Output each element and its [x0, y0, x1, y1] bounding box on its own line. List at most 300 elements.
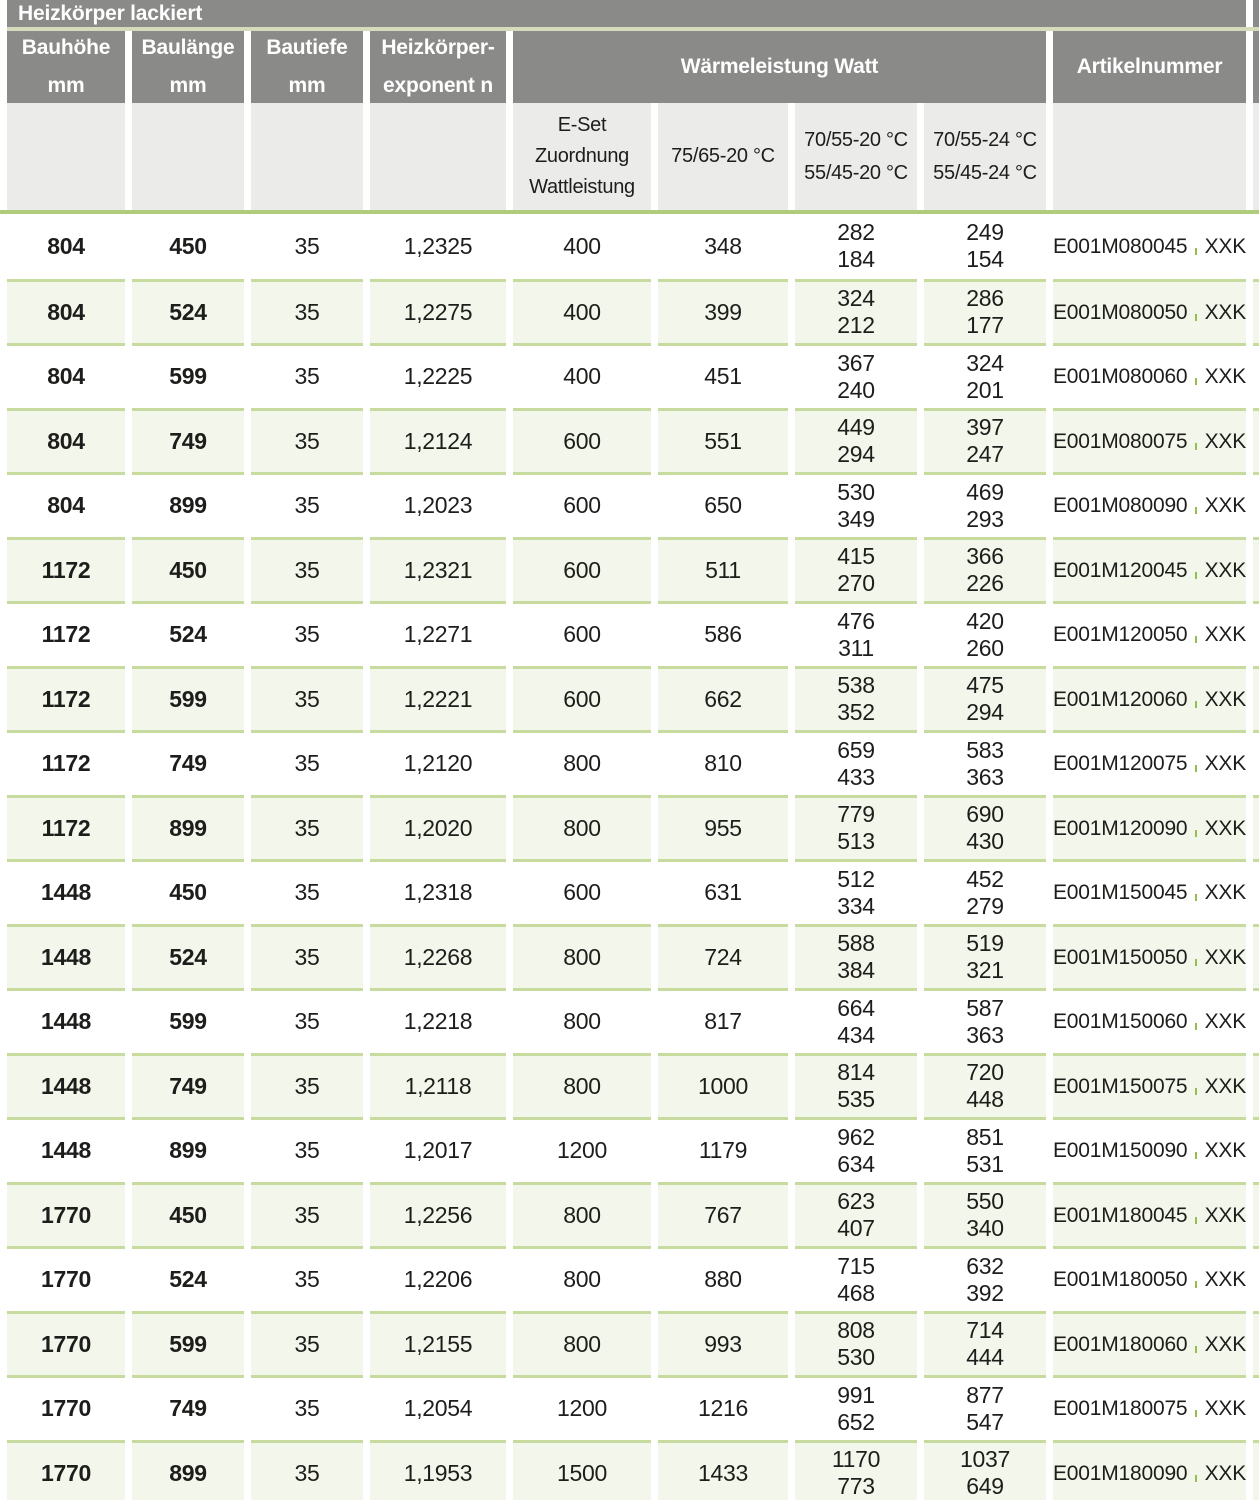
- watt-value-55-45: 177: [966, 312, 1004, 339]
- cell-watt-75-65: 650: [658, 472, 788, 537]
- watt-value-70-55: 623: [837, 1188, 875, 1215]
- cell-bautiefe: 35: [251, 795, 363, 860]
- artikel-separator-dot: [1195, 1281, 1196, 1288]
- cell-artikelnummer: [1053, 1117, 1246, 1182]
- subheader-line: 70/55-20 °C: [804, 128, 908, 151]
- cell-baulaenge: 749: [132, 1053, 244, 1118]
- cell-watt-75-65: 662: [658, 666, 788, 731]
- cell-baulaenge: 450: [132, 859, 244, 924]
- watt-value-55-45: 649: [966, 1473, 1004, 1500]
- artikel-separator-dot: [1195, 314, 1196, 321]
- cell-bautiefe: 35: [251, 1246, 363, 1311]
- artikel-color-suffix: XXK: [1204, 1203, 1246, 1227]
- watt-value-70-55: 449: [837, 414, 875, 441]
- watt-value-70-55: 714: [966, 1317, 1004, 1344]
- cell-bautiefe: 35: [251, 472, 363, 537]
- cell-baulaenge: 599: [132, 1311, 244, 1376]
- cell-bauhoehe: 804: [7, 343, 125, 408]
- cell-watt-70-55-24: [924, 537, 1046, 602]
- cell-artikelnummer: [1053, 1375, 1246, 1440]
- watt-value-70-55: 476: [837, 607, 875, 634]
- cell-watt-75-65: 1433: [658, 1440, 788, 1500]
- artikel-separator-dot: [1195, 894, 1196, 901]
- watt-value-55-45: 448: [966, 1086, 1004, 1113]
- cell-exponent: 1,2218: [370, 988, 506, 1053]
- cell-artikelnummer: [1053, 279, 1246, 344]
- cell-artikelnummer: [1053, 1053, 1246, 1118]
- cell-bautiefe: 35: [251, 537, 363, 602]
- artikel-separator-dot: [1195, 636, 1196, 643]
- cell-baulaenge: 524: [132, 924, 244, 989]
- subheader-line: 55/45-24 °C: [933, 161, 1037, 184]
- column-header-bauhoehe: [7, 31, 125, 103]
- watt-value-70-55: 587: [966, 994, 1004, 1021]
- cell-watt-75-65: 817: [658, 988, 788, 1053]
- cell-eset-wattleistung: 1500: [513, 1440, 651, 1500]
- cell-watt-75-65: 1216: [658, 1375, 788, 1440]
- artikel-color-suffix: XXK: [1204, 1268, 1246, 1292]
- cell-bauhoehe: 1770: [7, 1182, 125, 1247]
- cell-watt-70-55-20: [795, 214, 917, 279]
- cell-artikelnummer: [1053, 1182, 1246, 1247]
- artikel-code: E001M080075: [1053, 429, 1188, 453]
- watt-value-70-55: 690: [966, 801, 1004, 828]
- cell-watt-70-55-20: [795, 408, 917, 473]
- cell-bautiefe: 35: [251, 1053, 363, 1118]
- artikel-color-suffix: XXK: [1204, 752, 1246, 776]
- cell-exponent: 1,2225: [370, 343, 506, 408]
- artikel-code: E001M180075: [1053, 1397, 1188, 1421]
- cropped-neighbor-cell: [1253, 1053, 1259, 1118]
- artikel-code: E001M150045: [1053, 881, 1188, 905]
- watt-value-55-45: 293: [966, 505, 1004, 532]
- artikel-color-suffix: XXK: [1204, 494, 1246, 518]
- artikel-color-suffix: XXK: [1204, 1397, 1246, 1421]
- artikel-color-suffix: XXK: [1204, 300, 1246, 324]
- cell-exponent: 1,2118: [370, 1053, 506, 1118]
- cell-watt-70-55-24: [924, 859, 1046, 924]
- cell-watt-70-55-20: [795, 1117, 917, 1182]
- watt-value-55-45: 154: [966, 246, 1004, 273]
- cropped-neighbor-cell: [1253, 214, 1259, 279]
- artikel-separator-dot: [1195, 701, 1196, 708]
- cropped-neighbor-cell: [1253, 1440, 1259, 1500]
- page-title: Heizkörper lackiert: [18, 1, 203, 25]
- artikel-code: E001M180050: [1053, 1268, 1188, 1292]
- column-header-label: Baulänge: [141, 36, 235, 59]
- cell-bauhoehe: 1770: [7, 1311, 125, 1376]
- cell-watt-70-55-20: [795, 279, 917, 344]
- cell-watt-70-55-24: [924, 795, 1046, 860]
- watt-value-70-55: 779: [837, 801, 875, 828]
- watt-value-55-45: 212: [837, 312, 875, 339]
- cell-artikelnummer: [1053, 408, 1246, 473]
- watt-value-55-45: 240: [837, 376, 875, 403]
- artikel-code: E001M120060: [1053, 687, 1188, 711]
- cropped-neighbor-cell: [1253, 1182, 1259, 1247]
- cell-exponent: 1,2023: [370, 472, 506, 537]
- cell-baulaenge: 450: [132, 214, 244, 279]
- cell-watt-75-65: 348: [658, 214, 788, 279]
- cell-exponent: 1,2318: [370, 859, 506, 924]
- cell-bauhoehe: 804: [7, 279, 125, 344]
- cell-watt-70-55-24: [924, 408, 1046, 473]
- cell-exponent: 1,2256: [370, 1182, 506, 1247]
- cell-watt-70-55-20: [795, 795, 917, 860]
- artikel-separator-dot: [1195, 1088, 1196, 1095]
- column-header-baulaenge: [132, 31, 244, 103]
- column-header-label: Heizkörper-: [381, 36, 495, 59]
- cell-bautiefe: 35: [251, 214, 363, 279]
- cell-watt-70-55-20: [795, 1246, 917, 1311]
- watt-value-70-55: 583: [966, 736, 1004, 763]
- artikel-code: E001M180060: [1053, 1332, 1188, 1356]
- cell-artikelnummer: [1053, 472, 1246, 537]
- watt-value-55-45: 773: [837, 1473, 875, 1500]
- watt-value-70-55: 588: [837, 930, 875, 957]
- cell-watt-75-65: 451: [658, 343, 788, 408]
- artikel-color-suffix: XXK: [1204, 623, 1246, 647]
- cell-eset-wattleistung: 1200: [513, 1375, 651, 1440]
- cell-watt-75-65: 767: [658, 1182, 788, 1247]
- cell-bauhoehe: 1172: [7, 537, 125, 602]
- cell-bauhoehe: 1770: [7, 1440, 125, 1500]
- watt-value-55-45: 468: [837, 1279, 875, 1306]
- watt-value-70-55: 1037: [960, 1446, 1010, 1473]
- watt-value-55-45: 513: [837, 828, 875, 855]
- cropped-neighbor-column-header: [1253, 0, 1259, 27]
- cell-artikelnummer: [1053, 343, 1246, 408]
- artikel-code: E001M120050: [1053, 623, 1188, 647]
- cell-watt-70-55-24: [924, 988, 1046, 1053]
- cell-watt-70-55-24: [924, 730, 1046, 795]
- watt-value-55-45: 270: [837, 570, 875, 597]
- column-header-label: Bautiefe: [266, 36, 348, 59]
- cropped-neighbor-cell: [1253, 1117, 1259, 1182]
- cell-watt-75-65: 1179: [658, 1117, 788, 1182]
- cell-eset-wattleistung: 600: [513, 408, 651, 473]
- cell-watt-75-65: 880: [658, 1246, 788, 1311]
- watt-value-55-45: 434: [837, 1021, 875, 1048]
- cell-artikelnummer: [1053, 537, 1246, 602]
- cell-artikelnummer: [1053, 795, 1246, 860]
- cell-bauhoehe: 1448: [7, 859, 125, 924]
- watt-value-70-55: 397: [966, 414, 1004, 441]
- watt-value-55-45: 334: [837, 892, 875, 919]
- watt-value-70-55: 324: [966, 349, 1004, 376]
- cell-artikelnummer: [1053, 1440, 1246, 1500]
- watt-value-70-55: 366: [966, 543, 1004, 570]
- cell-bauhoehe: 804: [7, 214, 125, 279]
- cropped-neighbor-cell: [1253, 1311, 1259, 1376]
- watt-value-70-55: 420: [966, 607, 1004, 634]
- watt-value-70-55: 715: [837, 1252, 875, 1279]
- cell-eset-wattleistung: 800: [513, 1182, 651, 1247]
- cell-eset-wattleistung: 1200: [513, 1117, 651, 1182]
- cell-artikelnummer: [1053, 988, 1246, 1053]
- cell-eset-wattleistung: 800: [513, 795, 651, 860]
- artikel-color-suffix: XXK: [1204, 1139, 1246, 1163]
- cell-artikelnummer: [1053, 214, 1246, 279]
- artikel-separator-dot: [1195, 1217, 1196, 1224]
- watt-value-55-45: 547: [966, 1408, 1004, 1435]
- cell-watt-70-55-24: [924, 1182, 1046, 1247]
- cell-watt-70-55-20: [795, 924, 917, 989]
- column-header-label: exponent n: [382, 74, 493, 97]
- cell-baulaenge: 524: [132, 601, 244, 666]
- column-header-bautiefe: [251, 31, 363, 103]
- cell-watt-70-55-20: [795, 859, 917, 924]
- cell-baulaenge: 524: [132, 1246, 244, 1311]
- watt-value-55-45: 634: [837, 1150, 875, 1177]
- cell-watt-75-65: 724: [658, 924, 788, 989]
- cell-watt-70-55-20: [795, 1375, 917, 1440]
- cell-watt-75-65: 511: [658, 537, 788, 602]
- cell-baulaenge: 599: [132, 988, 244, 1053]
- cell-artikelnummer: [1053, 1246, 1246, 1311]
- artikel-color-suffix: XXK: [1204, 1074, 1246, 1098]
- cell-bauhoehe: 1172: [7, 795, 125, 860]
- artikel-code: E001M080045: [1053, 234, 1188, 258]
- subheader-eset: [513, 103, 651, 210]
- cell-watt-70-55-24: [924, 1440, 1046, 1500]
- watt-value-70-55: 452: [966, 865, 1004, 892]
- cell-watt-70-55-24: [924, 343, 1046, 408]
- cell-watt-70-55-20: [795, 472, 917, 537]
- cell-watt-70-55-20: [795, 1053, 917, 1118]
- cell-watt-70-55-24: [924, 601, 1046, 666]
- cell-watt-70-55-24: [924, 279, 1046, 344]
- cell-baulaenge: 749: [132, 1375, 244, 1440]
- artikel-code: E001M080050: [1053, 300, 1188, 324]
- cell-watt-75-65: 955: [658, 795, 788, 860]
- cell-bauhoehe: 1172: [7, 666, 125, 731]
- cell-artikelnummer: [1053, 1311, 1246, 1376]
- artikel-code: E001M180045: [1053, 1203, 1188, 1227]
- cell-watt-70-55-20: [795, 666, 917, 731]
- watt-value-70-55: 808: [837, 1317, 875, 1344]
- cell-bautiefe: 35: [251, 859, 363, 924]
- cropped-neighbor-cell: [1253, 666, 1259, 731]
- cell-watt-70-55-24: [924, 1246, 1046, 1311]
- watt-value-70-55: 286: [966, 285, 1004, 312]
- cell-eset-wattleistung: 800: [513, 1053, 651, 1118]
- column-header-unit: mm: [288, 74, 326, 97]
- cell-baulaenge: 749: [132, 408, 244, 473]
- watt-value-70-55: 851: [966, 1123, 1004, 1150]
- cell-bauhoehe: 804: [7, 472, 125, 537]
- cell-eset-wattleistung: 600: [513, 666, 651, 731]
- column-header-artikelnummer: [1053, 31, 1246, 103]
- cell-bauhoehe: 1172: [7, 730, 125, 795]
- cell-exponent: 1,2206: [370, 1246, 506, 1311]
- cell-bautiefe: 35: [251, 601, 363, 666]
- artikel-color-suffix: XXK: [1204, 429, 1246, 453]
- subheader-empty-bauhoehe: [7, 103, 125, 210]
- artikel-code: E001M120090: [1053, 816, 1188, 840]
- artikel-color-suffix: XXK: [1204, 558, 1246, 582]
- cell-bauhoehe: 1448: [7, 924, 125, 989]
- subheader-line: 75/65-20 °C: [671, 145, 775, 167]
- artikel-separator-dot: [1195, 1475, 1196, 1482]
- cell-eset-wattleistung: 400: [513, 343, 651, 408]
- artikel-code: E001M150090: [1053, 1139, 1188, 1163]
- watt-value-70-55: 538: [837, 672, 875, 699]
- cell-eset-wattleistung: 600: [513, 472, 651, 537]
- watt-value-55-45: 392: [966, 1279, 1004, 1306]
- spec-table: [0, 31, 1259, 1500]
- cell-watt-75-65: 399: [658, 279, 788, 344]
- cell-eset-wattleistung: 800: [513, 1311, 651, 1376]
- cell-bautiefe: 35: [251, 1117, 363, 1182]
- watt-value-55-45: 652: [837, 1408, 875, 1435]
- column-header-unit: mm: [47, 74, 85, 97]
- cell-eset-wattleistung: 600: [513, 859, 651, 924]
- cell-bauhoehe: 1448: [7, 1117, 125, 1182]
- cropped-neighbor-header-cell: [1253, 31, 1259, 103]
- artikel-color-suffix: XXK: [1204, 687, 1246, 711]
- subheader-70-55-24: [924, 103, 1046, 210]
- cell-baulaenge: 899: [132, 795, 244, 860]
- cell-artikelnummer: [1053, 924, 1246, 989]
- watt-value-55-45: 363: [966, 763, 1004, 790]
- watt-value-55-45: 294: [837, 441, 875, 468]
- watt-value-55-45: 247: [966, 441, 1004, 468]
- cropped-neighbor-cell: [1253, 537, 1259, 602]
- cell-exponent: 1,2120: [370, 730, 506, 795]
- watt-value-70-55: 664: [837, 994, 875, 1021]
- watt-value-70-55: 469: [966, 478, 1004, 505]
- subheader-empty-exponent: [370, 103, 506, 210]
- cell-watt-70-55-24: [924, 1053, 1046, 1118]
- artikel-separator-dot: [1195, 959, 1196, 966]
- watt-value-55-45: 433: [837, 763, 875, 790]
- cell-watt-70-55-24: [924, 214, 1046, 279]
- cell-exponent: 1,2321: [370, 537, 506, 602]
- cell-artikelnummer: [1053, 730, 1246, 795]
- watt-value-55-45: 349: [837, 505, 875, 532]
- cell-eset-wattleistung: 400: [513, 279, 651, 344]
- cell-baulaenge: 899: [132, 1117, 244, 1182]
- artikel-code: E001M150060: [1053, 1010, 1188, 1034]
- cell-watt-75-65: 551: [658, 408, 788, 473]
- cropped-neighbor-cell: [1253, 601, 1259, 666]
- subheader-line: 70/55-24 °C: [933, 128, 1037, 151]
- watt-value-55-45: 184: [837, 246, 875, 273]
- cell-exponent: 1,2155: [370, 1311, 506, 1376]
- cell-artikelnummer: [1053, 666, 1246, 731]
- cell-baulaenge: 899: [132, 1440, 244, 1500]
- cell-watt-70-55-20: [795, 988, 917, 1053]
- watt-value-70-55: 324: [837, 285, 875, 312]
- cell-eset-wattleistung: 800: [513, 730, 651, 795]
- artikel-code: E001M180090: [1053, 1461, 1188, 1485]
- artikel-separator-dot: [1195, 248, 1196, 255]
- watt-value-55-45: 294: [966, 699, 1004, 726]
- cell-eset-wattleistung: 800: [513, 1246, 651, 1311]
- artikel-code: E001M120075: [1053, 752, 1188, 776]
- artikel-color-suffix: XXK: [1204, 1010, 1246, 1034]
- watt-value-70-55: 814: [837, 1059, 875, 1086]
- cell-exponent: 1,2054: [370, 1375, 506, 1440]
- column-header-exponent: [370, 31, 506, 103]
- column-header-label: Artikelnummer: [1076, 55, 1223, 78]
- artikel-color-suffix: XXK: [1204, 881, 1246, 905]
- watt-value-70-55: 659: [837, 736, 875, 763]
- cell-exponent: 1,2268: [370, 924, 506, 989]
- artikel-separator-dot: [1195, 830, 1196, 837]
- subheader-empty-baulaenge: [132, 103, 244, 210]
- cropped-neighbor-cell: [1253, 1246, 1259, 1311]
- cell-baulaenge: 599: [132, 666, 244, 731]
- subheader-70-55-20: [795, 103, 917, 210]
- subheader-empty-bautiefe: [251, 103, 363, 210]
- cell-bautiefe: 35: [251, 666, 363, 731]
- watt-value-70-55: 512: [837, 865, 875, 892]
- cell-exponent: 1,2325: [370, 214, 506, 279]
- artikel-code: E001M150050: [1053, 945, 1188, 969]
- cropped-neighbor-cell: [1253, 924, 1259, 989]
- subheader-75-65: [658, 103, 788, 210]
- watt-value-70-55: 877: [966, 1381, 1004, 1408]
- cell-bautiefe: 35: [251, 343, 363, 408]
- cropped-neighbor-cell: [1253, 408, 1259, 473]
- watt-value-55-45: 535: [837, 1086, 875, 1113]
- cell-bauhoehe: 1770: [7, 1246, 125, 1311]
- cell-eset-wattleistung: 600: [513, 537, 651, 602]
- cell-eset-wattleistung: 800: [513, 988, 651, 1053]
- watt-value-55-45: 430: [966, 828, 1004, 855]
- watt-value-55-45: 321: [966, 957, 1004, 984]
- cell-exponent: 1,2020: [370, 795, 506, 860]
- cropped-neighbor-cell: [1253, 988, 1259, 1053]
- cell-exponent: 1,2271: [370, 601, 506, 666]
- cell-baulaenge: 450: [132, 537, 244, 602]
- cell-bauhoehe: 1770: [7, 1375, 125, 1440]
- cell-exponent: 1,2275: [370, 279, 506, 344]
- cropped-neighbor-cell: [1253, 730, 1259, 795]
- cell-exponent: 1,1953: [370, 1440, 506, 1500]
- cell-baulaenge: 450: [132, 1182, 244, 1247]
- cell-bautiefe: 35: [251, 279, 363, 344]
- cell-watt-70-55-20: [795, 1440, 917, 1500]
- cell-watt-70-55-20: [795, 1311, 917, 1376]
- watt-value-70-55: 550: [966, 1188, 1004, 1215]
- watt-value-70-55: 530: [837, 478, 875, 505]
- cell-watt-70-55-20: [795, 343, 917, 408]
- column-group-header-waermeleistung: [513, 31, 1046, 103]
- cell-watt-75-65: 631: [658, 859, 788, 924]
- cell-watt-70-55-20: [795, 537, 917, 602]
- watt-value-55-45: 363: [966, 1021, 1004, 1048]
- cell-bauhoehe: 1172: [7, 601, 125, 666]
- artikel-separator-dot: [1195, 1346, 1196, 1353]
- subheader-empty-artikelnummer: [1053, 103, 1246, 210]
- watt-value-55-45: 311: [838, 634, 874, 661]
- cell-watt-70-55-20: [795, 1182, 917, 1247]
- cell-baulaenge: 524: [132, 279, 244, 344]
- watt-value-70-55: 249: [966, 219, 1004, 246]
- cell-exponent: 1,2124: [370, 408, 506, 473]
- cell-watt-75-65: 586: [658, 601, 788, 666]
- watt-value-55-45: 226: [966, 570, 1004, 597]
- watt-value-55-45: 279: [966, 892, 1004, 919]
- cell-bauhoehe: 1448: [7, 1053, 125, 1118]
- cropped-neighbor-cell: [1253, 795, 1259, 860]
- watt-value-55-45: 340: [966, 1215, 1004, 1242]
- watt-value-70-55: 1170: [831, 1446, 881, 1473]
- artikel-separator-dot: [1195, 443, 1196, 450]
